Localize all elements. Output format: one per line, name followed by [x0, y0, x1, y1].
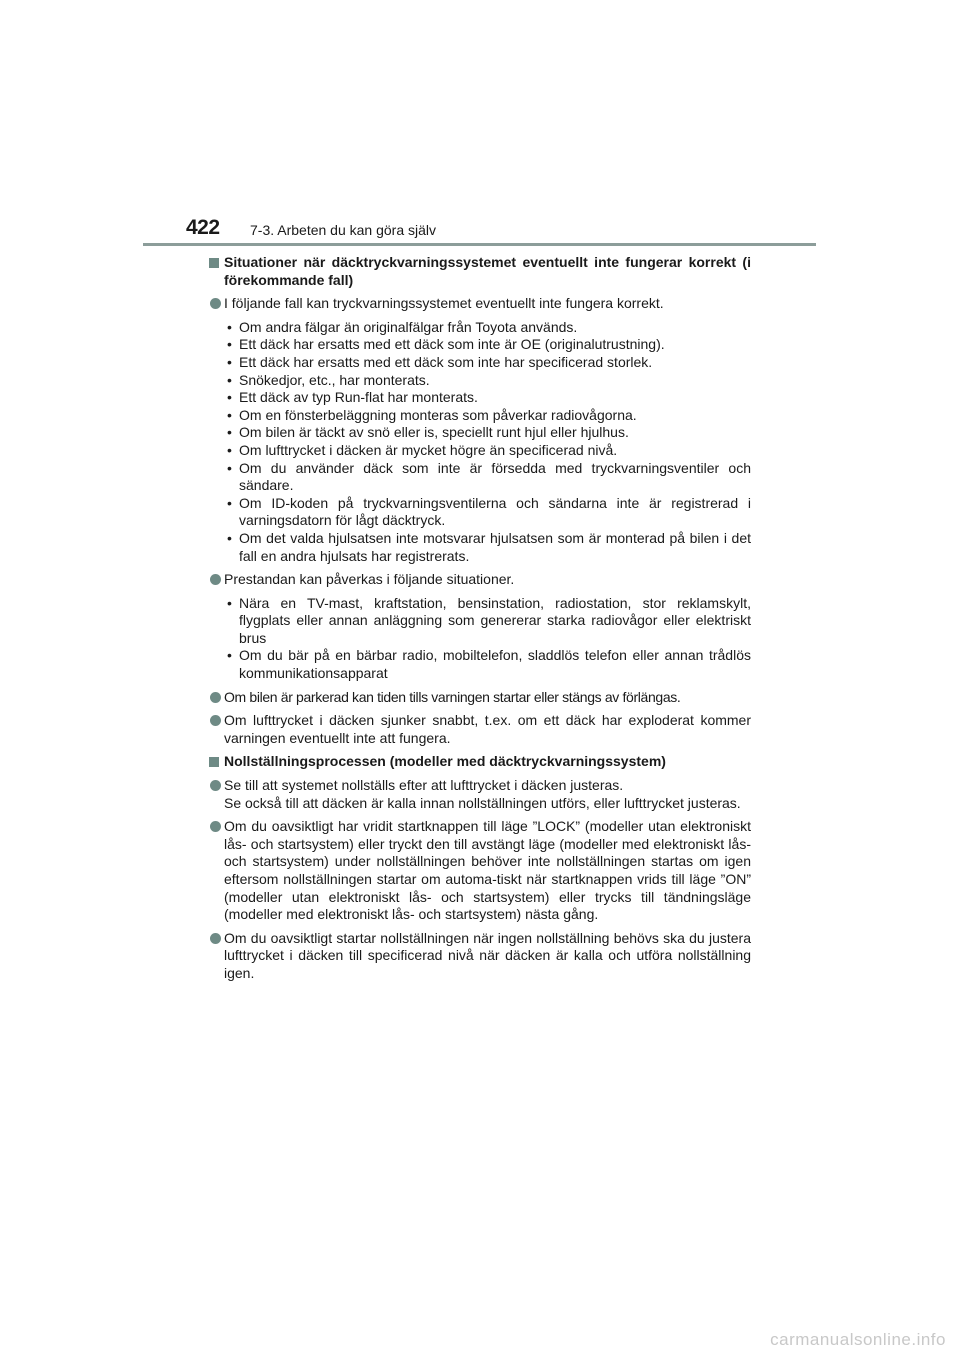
bullet-text-continued: Se också till att däcken är kalla innan nollställningen utförs, eller lufttrycket justeras.	[224, 794, 741, 811]
list-item	[208, 372, 751, 390]
section-title: Nollställningsprocessen (modeller med däcktryckvarningssystem)	[224, 753, 666, 770]
page-number: 422	[186, 216, 220, 239]
circle-bullet-icon	[210, 821, 221, 832]
circle-bullet-icon	[210, 574, 221, 585]
bullet-text: Prestandan kan påverkas i följande situationer.	[224, 571, 515, 588]
bullet-item	[208, 712, 751, 747]
circle-bullet-icon	[210, 780, 221, 791]
watermark: carmanualsonline.info	[770, 1330, 946, 1349]
bullet-item	[208, 930, 751, 983]
bullet-item	[208, 571, 751, 589]
list-item-text: Om du bär på en bärbar radio, mobiltelefon, sladdlös telefon eller annan trådlös kommunikationsapparat	[239, 647, 751, 682]
bullet-text: Om bilen är parkerad kan tiden tills varningen startar eller stängs av förlängas.	[224, 688, 681, 705]
list-item	[208, 336, 751, 354]
bullet-text: Om du oavsiktligt startar nollställningen när ingen nollställning behövs ska du justera lufttrycket i däcken till specificerad nivå när däcken är kalla och utföra nollställning igen.	[224, 929, 751, 981]
list-item	[208, 389, 751, 407]
dot-bullet-icon: •	[227, 406, 232, 423]
dot-bullet-icon: •	[227, 336, 232, 353]
dot-bullet-icon: •	[227, 594, 232, 611]
list-item-text: Om du använder däck som inte är försedda med tryckvarningsventiler och sändare.	[239, 459, 751, 494]
circle-bullet-icon	[210, 715, 221, 726]
list-item	[208, 407, 751, 425]
dot-bullet-icon: •	[227, 441, 232, 458]
bullet-item	[208, 689, 751, 707]
list-item-text: Om det valda hjulsatsen inte motsvarar hjulsatsen som är monterad på bilen i det fall en andra hjulsats har registrerats.	[239, 529, 751, 564]
list-item-text: Om bilen är täckt av snö eller is, speciellt runt hjul eller hjulhus.	[239, 424, 629, 441]
list-item-text: Ett däck har ersatts med ett däck som inte har specificerad storlek.	[239, 353, 653, 370]
sub-list	[208, 319, 751, 565]
circle-bullet-icon	[210, 298, 221, 309]
dot-bullet-icon: •	[227, 389, 232, 406]
list-item	[208, 319, 751, 337]
square-bullet-icon	[209, 757, 219, 767]
list-item	[208, 442, 751, 460]
list-item	[208, 495, 751, 530]
header-rule	[143, 243, 816, 246]
bullet-item	[208, 818, 751, 924]
list-item-text: Ett däck har ersatts med ett däck som inte är OE (originalutrustning).	[239, 336, 665, 353]
list-item	[208, 530, 751, 565]
list-item	[208, 424, 751, 442]
bullet-text: Om du oavsiktligt har vridit startknappen till läge ”LOCK” (modeller utan elektroniskt lås- och startsystem) eller tryckt den till avstängt läge (modeller med elektroniskt lås- och startsystem) under nollställningen behöver inte nollställningen startas om igen eftersom nollställningen startar om automa-tiskt när startknappen vrids till läge ”ON” (modeller utan elektroniskt lås- och startsystem) eller trycks till tändningsläge (modeller med elektroniskt lås- och startsystem) nästa gång.	[224, 818, 751, 923]
dot-bullet-icon: •	[227, 647, 232, 664]
circle-bullet-icon	[210, 933, 221, 944]
list-item-text: Nära en TV-mast, kraftstation, bensinstation, radiostation, stor reklamskylt, flygplats eller annan anläggning som genererar starka radiovågor eller elektriskt brus	[239, 594, 751, 646]
chapter-title: 7-3. Arbeten du kan göra själv	[250, 222, 437, 238]
square-bullet-icon	[209, 258, 219, 268]
dot-bullet-icon: •	[227, 459, 232, 476]
list-item	[208, 460, 751, 495]
dot-bullet-icon: •	[227, 318, 232, 335]
circle-bullet-icon	[210, 692, 221, 703]
sub-list	[208, 595, 751, 683]
list-item	[208, 647, 751, 682]
dot-bullet-icon: •	[227, 494, 232, 511]
dot-bullet-icon: •	[227, 371, 232, 388]
list-item-text: Om en fönsterbeläggning monteras som påverkar radiovågorna.	[239, 406, 637, 423]
list-item	[208, 595, 751, 648]
dot-bullet-icon: •	[227, 424, 232, 441]
page-content	[208, 254, 751, 989]
section-title: Situationer när däcktryckvarningssystemet eventuellt inte fungerar korrekt (i förekommande fall)	[224, 254, 751, 288]
section-heading	[208, 753, 751, 771]
bullet-text: Se till att systemet nollställs efter att lufttrycket i däcken justeras.	[224, 777, 624, 794]
dot-bullet-icon: •	[227, 353, 232, 370]
list-item-text: Om andra fälgar än originalfälgar från Toyota används.	[239, 318, 578, 335]
list-item-text: Om ID-koden på tryckvarningsventilerna och sändarna inte är registrerad i varningsdatorn för lågt däcktryck.	[239, 494, 751, 529]
section-heading	[208, 254, 751, 289]
list-item	[208, 354, 751, 372]
bullet-item	[208, 777, 751, 812]
list-item-text: Om lufttrycket i däcken är mycket högre än specificerad nivå.	[239, 441, 618, 458]
dot-bullet-icon: •	[227, 529, 232, 546]
list-item-text: Ett däck av typ Run-flat har monterats.	[239, 389, 478, 406]
bullet-text: Om lufttrycket i däcken sjunker snabbt, t.ex. om ett däck har exploderat kommer varningen eventuellt inte att fungera.	[224, 712, 751, 746]
bullet-item	[208, 295, 751, 313]
list-item-text: Snökedjor, etc., har monterats.	[239, 371, 430, 388]
bullet-text: I följande fall kan tryckvarningssystemet eventuellt inte fungera korrekt.	[224, 295, 664, 312]
